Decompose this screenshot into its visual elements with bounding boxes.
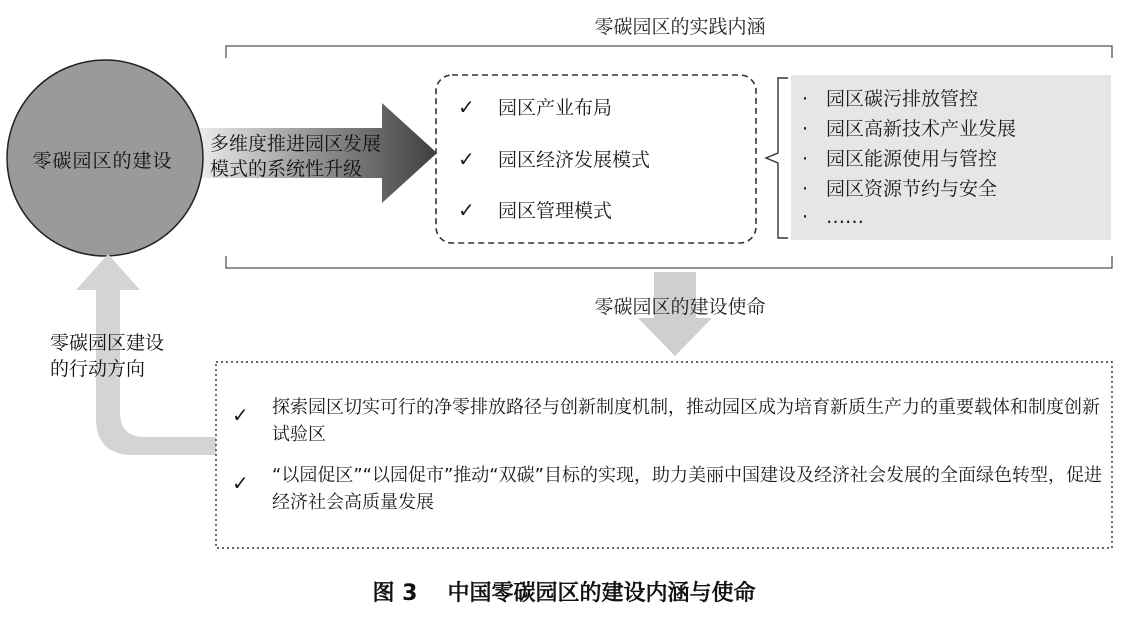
check-icon: ✓ <box>458 147 475 171</box>
bottom-bracket <box>226 256 1112 268</box>
mission-item <box>232 394 1106 448</box>
mission-text: 探索园区切实可行的净零排放路径与创新制度机制，推动园区成为培育新质生产力的重要载体和制度创新试验区 <box>272 397 1100 445</box>
bullet-icon: · <box>802 118 809 140</box>
mission-box <box>216 362 1112 548</box>
panel-item <box>802 174 997 201</box>
panel-item-label: …… <box>826 206 864 228</box>
curly-brace <box>766 78 788 238</box>
top-bracket <box>226 46 1112 58</box>
left-label-line: 的行动方向 <box>50 358 146 380</box>
check-icon: ✓ <box>458 198 475 222</box>
arrow-label-line: 多维度推进园区发展 <box>210 133 382 155</box>
practice-title: 零碳园区的实践内涵 <box>594 16 766 38</box>
mission-text: “以园促区”“以园促市”推动“双碳”目标的实现，助力美丽中国建设及经济社会发展的全面绿色转型，促进经济社会高质量发展 <box>272 465 1102 513</box>
mission-item <box>232 462 1106 516</box>
check-icon: ✓ <box>458 95 475 119</box>
dashed-item <box>458 145 650 172</box>
dashed-item <box>458 196 612 223</box>
panel-item-label: 园区碳污排放管控 <box>826 88 979 110</box>
mission-title: 零碳园区的建设使命 <box>594 296 766 318</box>
bullet-icon: · <box>802 206 809 228</box>
panel-item <box>802 114 1016 141</box>
dashed-item <box>458 93 612 120</box>
panel-item-label: 园区高新技术产业发展 <box>826 118 1017 140</box>
figure-title: 中国零碳园区的建设内涵与使命 <box>447 581 756 606</box>
dashed-item-label: 园区产业布局 <box>498 97 613 119</box>
panel-item <box>802 144 997 171</box>
figure-caption <box>0 576 1128 607</box>
circle-label: 零碳园区的建设 <box>32 150 173 172</box>
arrow-label <box>210 132 381 182</box>
panel-item-label: 园区能源使用与管控 <box>826 148 998 170</box>
check-icon: ✓ <box>232 471 249 495</box>
bullet-icon: · <box>802 148 809 170</box>
left-label-line: 零碳园区建设 <box>50 332 165 354</box>
bullet-icon: · <box>802 178 809 200</box>
dashed-item-label: 园区管理模式 <box>498 200 613 222</box>
panel-item-label: 园区资源节约与安全 <box>826 178 998 200</box>
panel-item <box>802 84 978 111</box>
dashed-item-label: 园区经济发展模式 <box>498 149 651 171</box>
panel-item <box>802 206 864 228</box>
bullet-icon: · <box>802 88 809 110</box>
check-icon: ✓ <box>232 403 249 427</box>
figure-number: 图 3 <box>372 581 418 606</box>
arrow-label-line: 模式的系统性升级 <box>210 158 363 180</box>
action-direction-label <box>50 330 164 382</box>
